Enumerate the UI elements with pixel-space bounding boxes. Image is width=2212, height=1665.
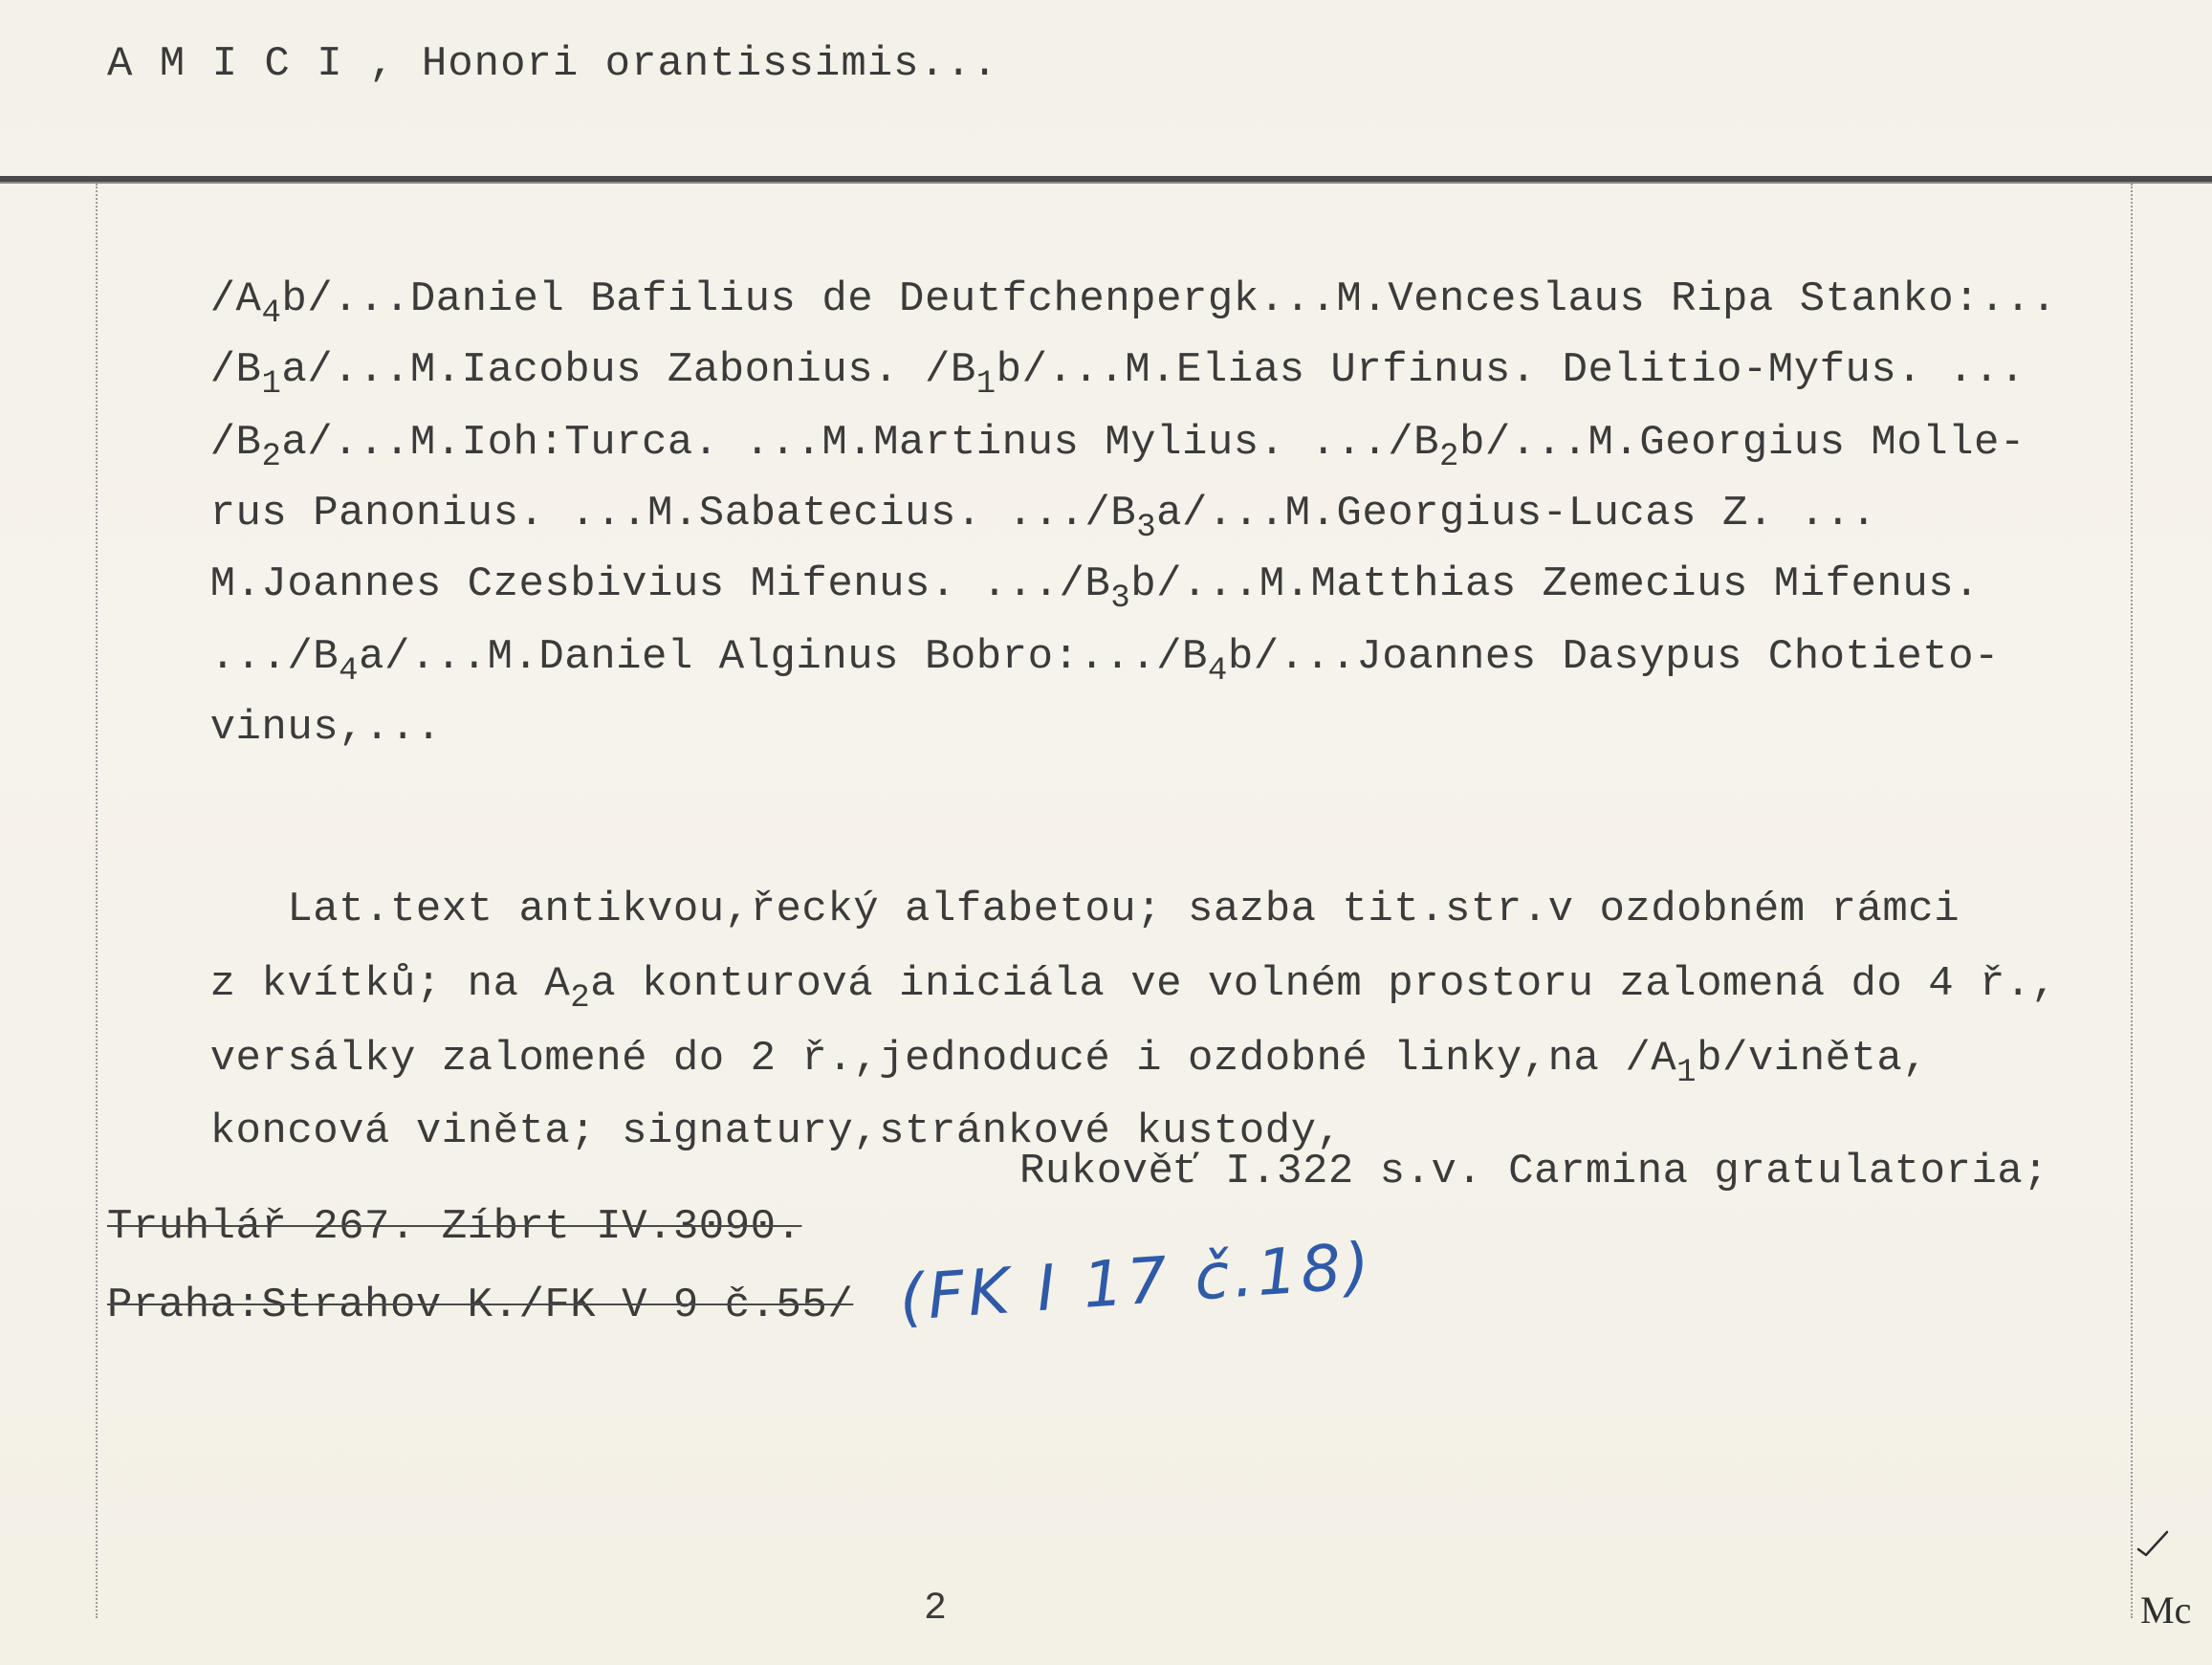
page-number: 2 <box>924 1588 948 1631</box>
line-text: Lat.text antikvou,řecký alfabetou; sazba tit.str.v ozdobném rámci <box>209 886 1960 933</box>
signature-subscript: 4 <box>339 653 360 690</box>
signature-subscript: 2 <box>570 980 591 1017</box>
line-text: b/...Joannes Dasypus Chotieto- <box>1227 633 2000 681</box>
line-text: vinus,... <box>209 704 442 752</box>
line-text: .../B <box>209 633 339 681</box>
reference-truhlar: Truhlář 267. Zíbrt IV.3090. <box>107 1203 802 1251</box>
line-text: a/...M.Iacobus Zabonius. /B <box>281 346 976 394</box>
line-text: koncová viněta; signatury,stránkové kustody, <box>209 1107 1343 1155</box>
reference-location: Praha:Strahov K./FK V 9 č.55/ <box>107 1282 854 1329</box>
signature-subscript: 2 <box>261 439 282 475</box>
signature-subscript: 3 <box>1110 581 1131 617</box>
handwritten-shelfmark: (FK I 17 č.18) <box>896 1228 1376 1336</box>
cataloger-initials: Mc <box>2140 1588 2192 1632</box>
line-text: b/...Daniel Bafilius de Deutfchenpergk...M.Venceslaus Ripa Stanko:... <box>281 275 2057 323</box>
signature-subscript: 3 <box>1136 510 1157 546</box>
line-text: versálky zalomené do 2 ř.,jednoducé i ozdobné linky,na /A <box>209 1035 1677 1083</box>
header-rule-shadow <box>0 182 2212 184</box>
left-margin-line <box>96 184 98 1618</box>
line-text: /A <box>209 275 262 323</box>
line-text: a/...M.Daniel Alginus Bobro:.../B <box>359 633 1208 681</box>
right-margin-line <box>2131 184 2133 1618</box>
signature-subscript: 1 <box>975 366 996 403</box>
line-text: M.Joannes Czesbivius Mifenus. .../B <box>209 560 1111 608</box>
signature-subscript: 4 <box>1207 653 1228 690</box>
signature-subscript: 4 <box>261 296 282 332</box>
signature-subscript: 2 <box>1439 439 1459 475</box>
line-text: /B <box>209 346 262 394</box>
signature-subscript: 1 <box>261 366 282 403</box>
line-text: b/...M.Elias Urfinus. Delitio-Myfus. ... <box>996 346 2026 394</box>
line-text: b/viněta, <box>1697 1035 1929 1083</box>
body-line <box>107 656 442 800</box>
line-text: b/...M.Georgius Molle- <box>1458 419 2026 467</box>
signature-subscript: 1 <box>1676 1055 1697 1091</box>
line-text: a/...M.Ioh:Turca. ...M.Martinus Mylius. .../B <box>281 419 1440 467</box>
line-text: z kvítků; na A <box>209 960 571 1008</box>
card-header-title: A M I C I , Honori orantissimis... <box>107 40 998 88</box>
check-mark-icon <box>2136 1530 2169 1559</box>
line-text: rus Panonius. ...M.Sabatecius. .../B <box>209 490 1137 537</box>
line-text: a konturová iniciála ve volném prostoru zalomená do 4 ř., <box>590 960 2057 1008</box>
line-text: b/...M.Matthias Zemecius Mifenus. <box>1130 560 1981 608</box>
reference-rukovet: Rukověť I.322 s.v. Carmina gratulatoria; <box>1019 1148 2049 1195</box>
line-text: /B <box>209 419 262 467</box>
line-text: a/...M.Georgius-Lucas Z. ... <box>1156 490 1877 537</box>
